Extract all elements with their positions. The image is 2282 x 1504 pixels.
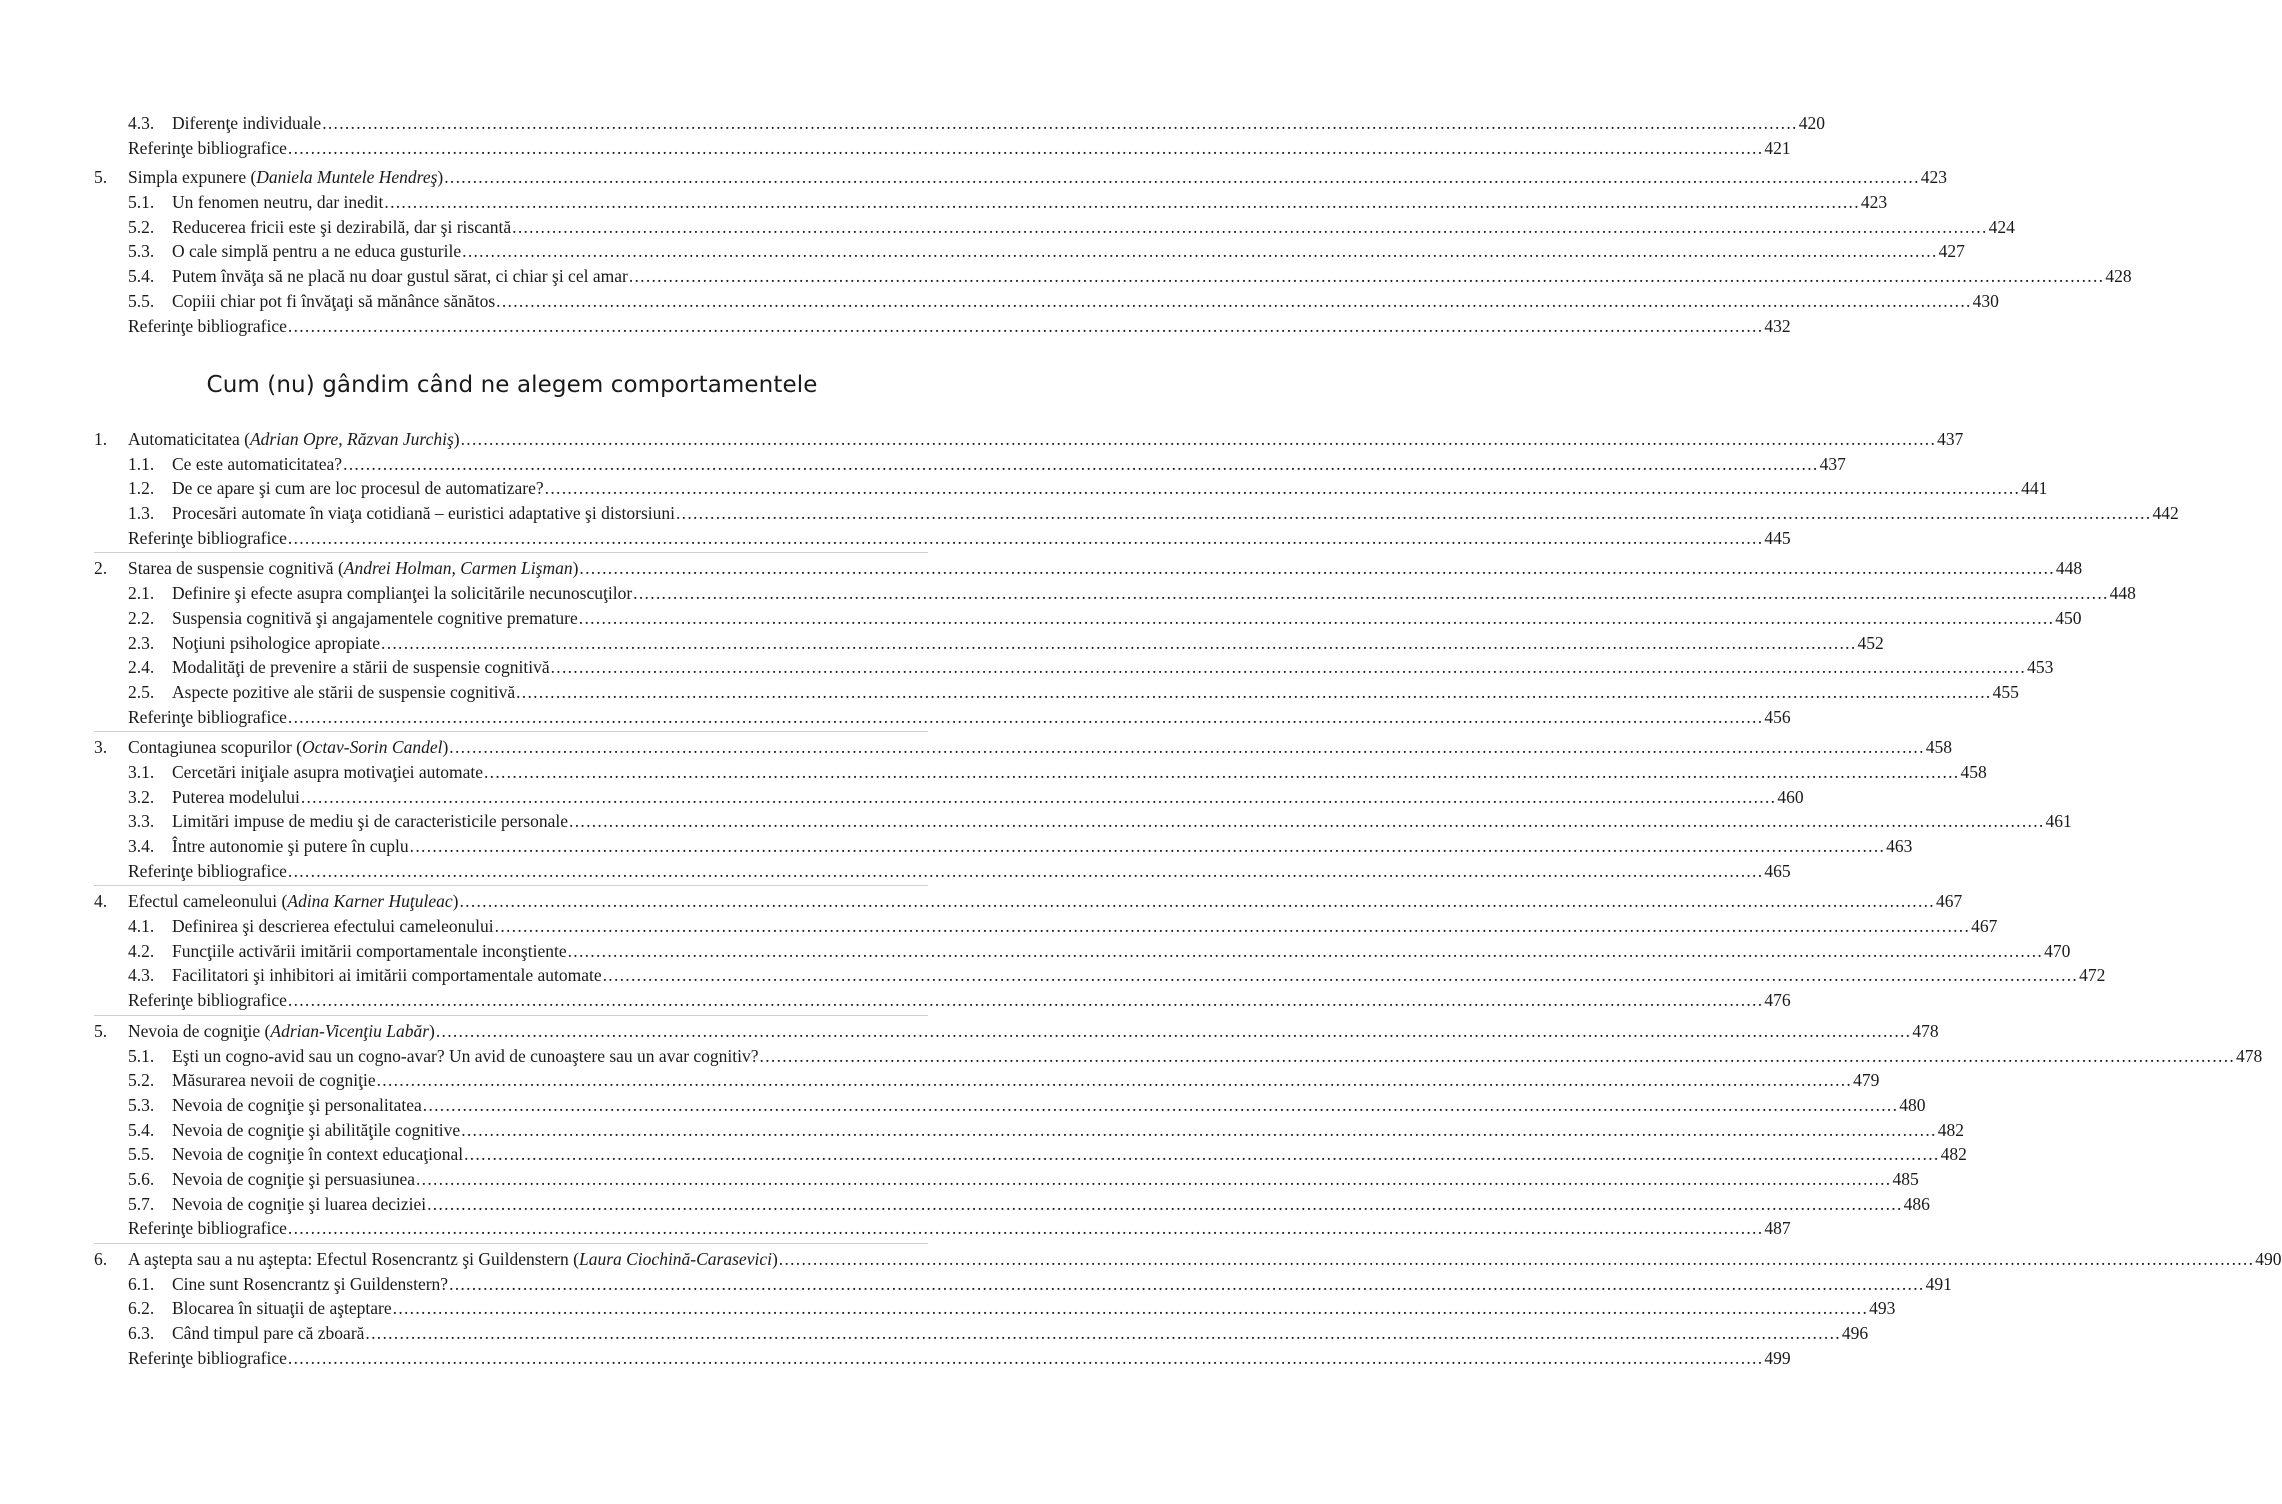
toc-subsection-entry[interactable] [94, 501, 2179, 526]
toc-subsection-entry[interactable] [94, 1272, 1952, 1297]
chapter-authors: Adina Karner Huţuleac [287, 891, 453, 912]
chapter-title: Simpla expunere (Daniela Muntele Hendreş) [128, 167, 444, 188]
subsection-number: 4.3. [128, 965, 155, 986]
subsection-number: 3.1. [128, 761, 155, 782]
toc-subsection-entry[interactable] [94, 606, 2082, 631]
subsection-title: Eşti un cogno-avid sau un cogno-avar? Un avid de cunoaştere sau un avar cognitiv? [172, 1045, 759, 1066]
chapter-number: 4. [94, 891, 108, 912]
toc-references-entry[interactable] [94, 1346, 1791, 1371]
dot-leader [301, 785, 1777, 810]
subsection-number: 5.3. [128, 241, 155, 262]
dot-leader [545, 476, 2021, 501]
dot-leader [459, 889, 1935, 914]
toc-subsection-entry[interactable] [94, 476, 2048, 501]
toc-subsection-entry[interactable] [94, 190, 1888, 215]
dot-leader [496, 289, 1972, 314]
subsection-number: 6.3. [128, 1323, 155, 1344]
page-number: 482 [1937, 1119, 1964, 1140]
toc-references-entry[interactable] [94, 859, 1791, 884]
subsection-title: Ce este automaticitatea? [172, 453, 343, 474]
dot-leader [464, 1142, 1940, 1167]
subsection-title: Un fenomen neutru, dar inedit [172, 192, 384, 213]
references-title: Referinţe bibliografice [128, 137, 287, 158]
toc-block-top [94, 111, 2132, 338]
subsection-number: 5.6. [128, 1168, 155, 1189]
subsection-title: Diferenţe individuale [172, 113, 322, 133]
references-title: Referinţe bibliografice [128, 315, 287, 336]
toc-subsection-entry[interactable] [94, 1044, 2263, 1069]
dot-leader [516, 680, 1992, 705]
chapter-authors: Andrei Holman, Carmen Lişman [343, 558, 573, 579]
page-number: 470 [2044, 940, 2071, 961]
page-number: 456 [1764, 706, 1791, 727]
chapter-separator [94, 1015, 928, 1016]
toc-references-entry[interactable] [94, 1216, 1791, 1241]
dot-leader [343, 452, 1819, 477]
dot-leader [603, 963, 2079, 988]
subsection-title: Reducerea fricii este şi dezirabilă, dar şi riscantă [172, 216, 512, 237]
page-number: 452 [1857, 632, 1884, 653]
dot-leader [381, 631, 1857, 656]
page-number: 486 [1903, 1193, 1930, 1214]
page-number: 480 [1899, 1094, 1926, 1115]
chapter-title: Starea de suspensie cognitivă (Andrei Holman, Carmen Lişman) [128, 558, 579, 579]
page-number: 482 [1940, 1144, 1967, 1165]
toc-block-main [94, 427, 2282, 1370]
subsection-number: 5.7. [128, 1193, 155, 1214]
toc-chapter-entry[interactable] [94, 735, 1953, 760]
page-number: 450 [2055, 607, 2082, 628]
toc-subsection-entry[interactable] [94, 631, 1884, 656]
page-number: 424 [1988, 216, 2015, 237]
chapter-separator [94, 552, 928, 553]
toc-subsection-entry[interactable] [94, 760, 1987, 785]
subsection-number: 3.3. [128, 811, 155, 832]
dot-leader [288, 136, 1764, 161]
subsection-number: 5.3. [128, 1094, 155, 1115]
subsection-number: 6.1. [128, 1273, 155, 1294]
subsection-title: Funcţiile activării imitării comportamentale inconştiente [172, 940, 567, 961]
toc-subsection-entry[interactable] [94, 680, 2019, 705]
subsection-title: Noţiuni psihologice apropiate [172, 632, 381, 653]
dot-leader [288, 859, 1764, 884]
subsection-title: Definire şi efecte asupra complianţei la solicitările necunoscuţilor [172, 583, 633, 604]
subsection-title: Când timpul pare că zboară [172, 1323, 365, 1344]
subsection-number: 2.5. [128, 681, 155, 702]
subsection-title: Limitări impuse de mediu şi de caracteristicile personale [172, 811, 569, 832]
references-title: Referinţe bibliografice [128, 1347, 287, 1368]
subsection-title: Procesări automate în viaţa cotidiană – euristici adaptative şi distorsiuni [172, 503, 675, 524]
chapter-separator [94, 885, 928, 886]
subsection-number: 4.2. [128, 940, 155, 961]
dot-leader [461, 1118, 1937, 1143]
subsection-number: 1.3. [128, 503, 155, 524]
subsection-title: Nevoia de cogniţie şi luarea deciziei [172, 1193, 427, 1214]
toc-subsection-entry[interactable] [94, 1167, 1919, 1192]
subsection-number: 4.1. [128, 916, 155, 937]
subsection-number: 5.1. [128, 1045, 155, 1066]
subsection-number: 6.2. [128, 1298, 155, 1319]
dot-leader [462, 239, 1938, 264]
chapter-authors: Laura Ciochină-Carasevici [578, 1249, 772, 1269]
subsection-title: De ce apare şi cum are loc procesul de automatizare? [172, 478, 544, 499]
subsection-title: Între autonomie şi putere în cuplu [172, 836, 409, 856]
subsection-title: Nevoia de cogniţie şi abilităţile cognitive [172, 1119, 461, 1140]
chapter-number: 5. [94, 167, 108, 188]
dot-leader [512, 215, 1988, 240]
toc-subsection-entry[interactable] [94, 1321, 1869, 1346]
dot-leader [633, 581, 2109, 606]
chapter-title: Efectul cameleonului (Adina Karner Huţuleac) [128, 891, 459, 912]
page-number: 460 [1777, 786, 1804, 807]
page-number: 453 [2027, 657, 2054, 678]
subsection-number: 5.4. [128, 266, 155, 287]
subsection-number: 5.1. [128, 192, 155, 213]
page-number: 423 [1920, 167, 1947, 188]
page-number: 442 [2152, 503, 2179, 524]
page-number: 458 [1925, 737, 1953, 758]
toc-subsection-entry[interactable] [94, 264, 2132, 289]
page-number: 479 [1853, 1070, 1880, 1091]
toc-subsection-entry[interactable] [94, 111, 1825, 136]
dot-leader [779, 1247, 2255, 1272]
chapter-authors: Daniela Muntele Hendreş [256, 167, 438, 188]
page-number: 472 [2079, 965, 2106, 986]
toc-references-entry[interactable] [94, 314, 1791, 339]
page-number: 478 [1912, 1020, 1939, 1041]
toc-subsection-entry[interactable] [94, 1296, 1896, 1321]
dot-leader [568, 939, 2044, 964]
toc-subsection-entry[interactable] [94, 785, 1804, 810]
subsection-number: 5.5. [128, 1144, 155, 1165]
subsection-number: 2.2. [128, 607, 155, 628]
page-number: 478 [2236, 1045, 2263, 1066]
page-number: 499 [1764, 1347, 1791, 1368]
subsection-title: Modalităţi de prevenire a stării de suspensie cognitivă [172, 657, 550, 678]
page-number: 476 [1764, 990, 1791, 1011]
page-number: 463 [1886, 836, 1913, 856]
page-number: 448 [2109, 583, 2136, 604]
page-number: 441 [2021, 478, 2048, 499]
page-number: 445 [1764, 527, 1791, 548]
subsection-number: 4.3. [128, 113, 155, 133]
page-number: 430 [1972, 290, 1999, 311]
toc-subsection-entry[interactable] [94, 1068, 1880, 1093]
chapter-authors: Adrian-Vicenţiu Labăr [270, 1020, 430, 1041]
subsection-number: 2.3. [128, 632, 155, 653]
dot-leader [461, 427, 1937, 452]
subsection-title: Nevoia de cogniţie şi persuasiunea [172, 1168, 415, 1189]
dot-leader [288, 705, 1764, 730]
chapter-authors: Adrian Opre, Răzvan Jurchiş [249, 429, 454, 449]
dot-leader [569, 809, 2045, 834]
subsection-number: 3.2. [128, 786, 155, 807]
toc-subsection-entry[interactable] [94, 289, 1999, 314]
subsection-number: 1.2. [128, 478, 155, 499]
subsection-number: 5.2. [128, 216, 155, 237]
toc-subsection-entry[interactable] [94, 1142, 1967, 1167]
subsection-title: O cale simplă pentru a ne educa gusturile [172, 241, 462, 262]
page-number: 496 [1841, 1323, 1869, 1344]
toc-chapter-entry[interactable] [94, 165, 1947, 190]
dot-leader [495, 914, 1971, 939]
toc-chapter-entry[interactable] [94, 1019, 1939, 1044]
dot-leader [288, 314, 1764, 339]
dot-leader [427, 1192, 1903, 1217]
dot-leader [365, 1321, 1841, 1346]
dot-leader [449, 1272, 1925, 1297]
toc-chapter-entry[interactable] [94, 556, 2083, 581]
toc-subsection-entry[interactable] [94, 809, 2072, 834]
page-number: 467 [1971, 916, 1998, 937]
page-number: 428 [2105, 266, 2132, 287]
subsection-title: Definirea şi descrierea efectului cameleonului [172, 916, 494, 937]
subsection-title: Nevoia de cogniţie şi personalitatea [172, 1094, 422, 1115]
chapter-title: Contagiunea scopurilor (Octav-Sorin Candel) [128, 737, 449, 758]
toc-subsection-entry[interactable] [94, 1192, 1930, 1217]
chapter-number: 1. [94, 429, 108, 449]
page-number: 421 [1764, 137, 1791, 158]
dot-leader [288, 526, 1764, 551]
dot-leader [384, 190, 1860, 215]
references-title: Referinţe bibliografice [128, 860, 287, 881]
subsection-number: 3.4. [128, 836, 155, 856]
subsection-number: 5.2. [128, 1070, 155, 1091]
section-heading: Cum (nu) gândim când ne alegem comportamentele [206, 372, 818, 398]
references-title: Referinţe bibliografice [128, 527, 287, 548]
toc-subsection-entry[interactable] [94, 834, 1913, 859]
dot-leader [484, 760, 1960, 785]
chapter-authors: Octav-Sorin Candel [301, 737, 443, 758]
dot-leader [579, 556, 2055, 581]
references-title: Referinţe bibliografice [128, 706, 287, 727]
chapter-number: 2. [94, 558, 108, 579]
toc-subsection-entry[interactable] [94, 914, 1998, 939]
page-number: 448 [2055, 558, 2083, 579]
chapter-title: A aştepta sau a nu aştepta: Efectul Rosencrantz şi Guildenstern (Laura Ciochină-Carasevici) [128, 1249, 778, 1269]
dot-leader [423, 1093, 1899, 1118]
dot-leader [551, 655, 2027, 680]
page-number: 487 [1764, 1218, 1791, 1239]
toc-references-entry[interactable] [94, 136, 1791, 161]
page-number: 485 [1892, 1168, 1919, 1189]
toc-references-entry[interactable] [94, 705, 1791, 730]
references-title: Referinţe bibliografice [128, 990, 287, 1011]
toc-subsection-entry[interactable] [94, 581, 2136, 606]
subsection-title: Nevoia de cogniţie în context educaţional [172, 1144, 464, 1165]
subsection-title: Copiii chiar pot fi învăţaţi să mănânce sănătos [172, 290, 496, 311]
dot-leader [377, 1068, 1853, 1093]
dot-leader [449, 735, 1925, 760]
subsection-title: Puterea modelului [172, 786, 300, 807]
dot-leader [629, 264, 2105, 289]
toc-references-entry[interactable] [94, 526, 1791, 551]
page-number: 458 [1960, 761, 1987, 782]
toc-subsection-entry[interactable] [94, 452, 1846, 477]
page-number: 465 [1764, 860, 1791, 881]
page-number: 490 [2255, 1249, 2282, 1269]
page-number: 455 [1992, 681, 2019, 702]
references-title: Referinţe bibliografice [128, 1218, 287, 1239]
dot-leader [322, 111, 1798, 136]
subsection-number: 2.1. [128, 583, 155, 604]
chapter-number: 3. [94, 737, 108, 758]
dot-leader [410, 834, 1886, 859]
subsection-title: Suspensia cognitivă şi angajamentele cognitive premature [172, 607, 578, 628]
subsection-title: Blocarea în situaţii de aşteptare [172, 1298, 392, 1319]
toc-subsection-entry[interactable] [94, 215, 2015, 240]
dot-leader [288, 1346, 1764, 1371]
page-number: 467 [1935, 891, 1963, 912]
page-number: 437 [1819, 453, 1846, 474]
toc-subsection-entry[interactable] [94, 655, 2054, 680]
chapter-number: 6. [94, 1249, 108, 1269]
page-number: 437 [1937, 429, 1964, 449]
subsection-title: Facilitatori şi inhibitori ai imitării comportamentale automate [172, 965, 602, 986]
page-number: 423 [1860, 192, 1888, 213]
subsection-number: 2.4. [128, 657, 155, 678]
dot-leader [676, 501, 2152, 526]
page-number: 427 [1938, 241, 1965, 262]
toc-chapter-entry[interactable] [94, 889, 1963, 914]
page-number: 420 [1798, 113, 1825, 133]
chapter-number: 5. [94, 1020, 108, 1041]
dot-leader [579, 606, 2055, 631]
toc-subsection-entry[interactable] [94, 1118, 1964, 1143]
toc-chapter-entry[interactable] [94, 427, 1964, 452]
subsection-title: Aspecte pozitive ale stării de suspensie cognitivă [172, 681, 516, 702]
dot-leader [288, 988, 1764, 1013]
chapter-separator [94, 1243, 928, 1244]
subsection-title: Putem învăţa să ne placă nu doar gustul sărat, ci chiar şi cel amar [172, 266, 628, 287]
page-number: 461 [2045, 811, 2072, 832]
subsection-title: Măsurarea nevoii de cogniţie [172, 1070, 376, 1091]
page-number: 491 [1925, 1273, 1952, 1294]
subsection-number: 5.5. [128, 290, 155, 311]
toc-subsection-entry[interactable] [94, 239, 1965, 264]
toc-subsection-entry[interactable] [94, 963, 2106, 988]
chapter-title: Automaticitatea (Adrian Opre, Răzvan Jurchiş) [128, 429, 460, 449]
dot-leader [760, 1044, 2236, 1069]
toc-chapter-entry[interactable] [94, 1247, 2282, 1272]
page-number: 493 [1869, 1298, 1896, 1319]
toc-subsection-entry[interactable] [94, 939, 2071, 964]
dot-leader [436, 1019, 1912, 1044]
subsection-title: Cine sunt Rosencrantz şi Guildenstern? [172, 1273, 449, 1294]
subsection-number: 5.4. [128, 1119, 155, 1140]
chapter-separator [94, 731, 928, 732]
dot-leader [393, 1296, 1869, 1321]
toc-references-entry[interactable] [94, 988, 1791, 1013]
subsection-number: 1.1. [128, 453, 155, 474]
dot-leader [416, 1167, 1892, 1192]
toc-subsection-entry[interactable] [94, 1093, 1926, 1118]
chapter-title: Nevoia de cogniţie (Adrian-Vicenţiu Labăr) [128, 1020, 435, 1041]
dot-leader [288, 1216, 1764, 1241]
subsection-title: Cercetări iniţiale asupra motivaţiei automate [172, 761, 483, 782]
page-number: 432 [1764, 315, 1791, 336]
dot-leader [444, 165, 1920, 190]
